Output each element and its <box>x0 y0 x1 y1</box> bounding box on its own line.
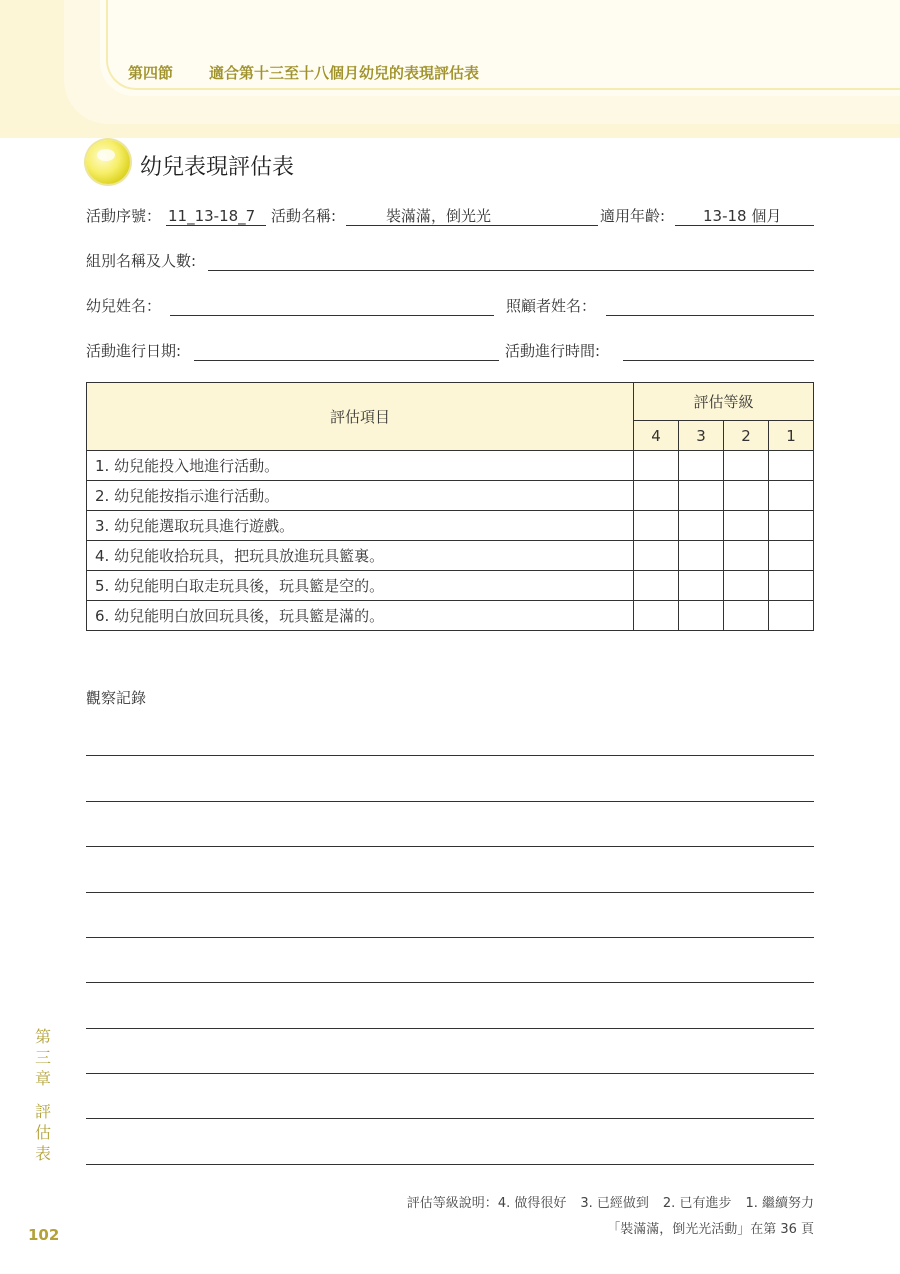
table-row <box>87 451 814 481</box>
item-header: 評估項目 <box>87 383 634 451</box>
level-1-header: 1 <box>769 421 814 451</box>
section-title: 適合第十三至十八個月幼兒的表現評估表 <box>209 64 480 82</box>
observation-line[interactable] <box>86 892 814 893</box>
chapter-char: 三 <box>34 1048 51 1067</box>
table-row <box>87 571 814 601</box>
age-value: 13-18 個月 <box>703 207 782 225</box>
score-cell[interactable] <box>679 481 724 511</box>
age-field[interactable] <box>675 203 814 226</box>
table-row <box>87 601 814 631</box>
item-label: 5. 幼兒能明白取走玩具後，玩具籃是空的。 <box>87 571 634 601</box>
activity-name-field[interactable] <box>346 203 598 226</box>
child-name-field[interactable] <box>170 293 494 316</box>
item-label: 4. 幼兒能收拾玩具，把玩具放進玩具籃裏。 <box>87 541 634 571</box>
caregiver-label: 照顧者姓名： <box>506 297 597 315</box>
time-label: 活動進行時間: <box>505 342 601 360</box>
item-label: 1. 幼兒能投入地進行活動。 <box>87 451 634 481</box>
score-cell[interactable] <box>724 541 769 571</box>
topic-char: 評 <box>34 1102 51 1121</box>
level-header: 評估等級 <box>634 383 814 421</box>
form-title: 幼兒表現評估表 <box>140 155 295 180</box>
legend-item: 3. 已經做到 <box>580 1196 649 1211</box>
observation-line[interactable] <box>86 982 814 983</box>
evaluation-table <box>86 382 814 631</box>
observation-line[interactable] <box>86 1164 814 1165</box>
section-number: 第四節 <box>128 64 174 82</box>
observation-label: 觀察記錄 <box>86 689 147 707</box>
observation-line[interactable] <box>86 801 814 802</box>
score-cell[interactable] <box>634 481 679 511</box>
legend-label: 評估等級說明： <box>406 1196 498 1211</box>
legend-item: 2. 已有進步 <box>662 1196 732 1211</box>
level-2-header: 2 <box>724 421 769 451</box>
item-label: 6. 幼兒能明白放回玩具後，玩具籃是滿的。 <box>87 601 634 631</box>
group-row <box>86 248 814 272</box>
caregiver-field[interactable] <box>606 293 814 316</box>
table-row <box>87 481 814 511</box>
activity-no-value: 11_13-18_7 <box>168 207 256 225</box>
score-cell[interactable] <box>769 571 814 601</box>
section-header <box>128 62 479 83</box>
score-cell[interactable] <box>769 481 814 511</box>
score-cell[interactable] <box>679 541 724 571</box>
group-label: 組別名稱及人數: <box>86 252 197 270</box>
score-cell[interactable] <box>634 511 679 541</box>
score-cell[interactable] <box>634 571 679 601</box>
legend-item: 4. 做得很好 <box>497 1196 567 1211</box>
item-label: 2. 幼兒能按指示進行活動。 <box>87 481 634 511</box>
observation-line[interactable] <box>86 846 814 847</box>
page-reference: 「裝滿滿，倒光光活動」在第 36 頁 <box>607 1222 814 1237</box>
observation-line[interactable] <box>86 1118 814 1119</box>
score-cell[interactable] <box>724 571 769 601</box>
datetime-row <box>86 338 814 362</box>
score-cell[interactable] <box>724 511 769 541</box>
score-cell[interactable] <box>724 451 769 481</box>
score-cell[interactable] <box>724 601 769 631</box>
score-cell[interactable] <box>769 451 814 481</box>
page-number: 102 <box>28 1226 60 1244</box>
table-row <box>87 511 814 541</box>
chapter-sidebar <box>33 1026 53 1164</box>
bubble-icon <box>86 140 130 184</box>
score-cell[interactable] <box>679 601 724 631</box>
date-label: 活動進行日期: <box>86 342 182 360</box>
observation-line[interactable] <box>86 937 814 938</box>
score-cell[interactable] <box>769 601 814 631</box>
time-field[interactable] <box>623 338 814 361</box>
group-field[interactable] <box>208 248 814 271</box>
level-4-header: 4 <box>634 421 679 451</box>
chapter-char: 第 <box>34 1027 51 1046</box>
date-field[interactable] <box>194 338 499 361</box>
score-cell[interactable] <box>769 541 814 571</box>
child-name-label: 幼兒姓名： <box>86 297 162 315</box>
age-label: 適用年齡: <box>600 207 666 225</box>
rating-legend <box>407 1192 814 1211</box>
names-row <box>86 293 814 317</box>
activity-info-row <box>86 203 814 227</box>
score-cell[interactable] <box>679 511 724 541</box>
score-cell[interactable] <box>679 571 724 601</box>
activity-name-label: 活動名稱: <box>271 207 337 225</box>
observation-line[interactable] <box>86 1028 814 1029</box>
table-row <box>87 541 814 571</box>
activity-no-label: 活動序號： <box>86 207 162 225</box>
score-cell[interactable] <box>769 511 814 541</box>
activity-name-value: 裝滿滿，倒光光 <box>386 207 492 225</box>
observation-line[interactable] <box>86 1073 814 1074</box>
score-cell[interactable] <box>679 451 724 481</box>
chapter-char: 章 <box>34 1069 51 1088</box>
score-cell[interactable] <box>634 601 679 631</box>
item-label: 3. 幼兒能選取玩具進行遊戲。 <box>87 511 634 541</box>
score-cell[interactable] <box>634 451 679 481</box>
score-cell[interactable] <box>634 541 679 571</box>
observation-line[interactable] <box>86 755 814 756</box>
topic-char: 表 <box>34 1144 51 1163</box>
activity-no-field[interactable] <box>166 203 266 226</box>
score-cell[interactable] <box>724 481 769 511</box>
legend-item: 1. 繼續努力 <box>745 1196 814 1211</box>
topic-char: 估 <box>34 1123 51 1142</box>
level-3-header: 3 <box>679 421 724 451</box>
